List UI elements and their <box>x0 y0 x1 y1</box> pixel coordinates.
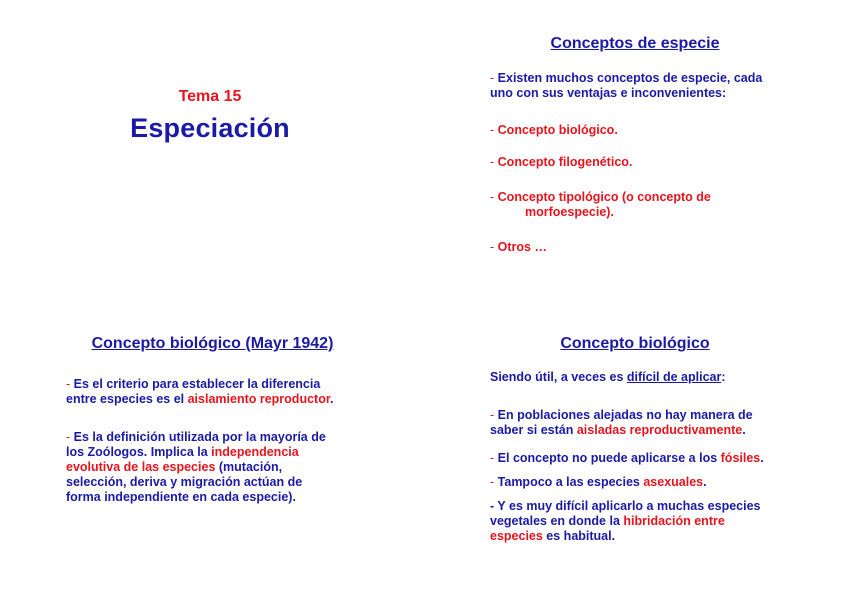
dash: - <box>490 155 495 169</box>
concept-item-phylogenetic <box>490 155 820 170</box>
highlight-text: independencia <box>211 445 299 459</box>
highlight-text: aisladas reproductivamente <box>576 423 743 437</box>
item-label: Concepto biológico. <box>497 123 618 137</box>
bullet-fossils <box>490 451 830 466</box>
highlight-text: hibridación entre <box>623 514 725 528</box>
concepts-heading: Conceptos de especie <box>550 35 720 52</box>
text-line: Tampoco a las especies <box>497 475 644 489</box>
text-line: los Zoólogos. Implica la <box>66 445 212 459</box>
highlight-text: aislamiento reproductor <box>187 392 331 406</box>
dash: - <box>490 475 495 489</box>
dash: - <box>490 190 495 204</box>
text-line: selección, deriva y migración actúan de <box>66 475 303 489</box>
dash: - <box>490 408 495 422</box>
text-line: saber si están <box>490 423 577 437</box>
concept-item-biological <box>490 123 820 138</box>
text-line: Siendo útil, a veces es <box>490 370 627 384</box>
dash: - <box>66 430 71 444</box>
text-line: entre especies es el <box>66 392 188 406</box>
text-line: es habitual. <box>542 529 616 543</box>
text-line: . <box>742 423 746 437</box>
slide-title: Especiación <box>130 113 290 143</box>
applicability-intro <box>490 370 820 385</box>
highlight-text: fósiles <box>720 451 761 465</box>
bullet-hybridization <box>490 499 830 544</box>
concept-item-typological <box>490 190 820 220</box>
bullet-distant-populations <box>490 408 830 438</box>
text-line: : <box>721 370 726 384</box>
text-line: forma independiente en cada especie). <box>66 490 296 504</box>
text-line: vegetales en donde la <box>490 514 624 528</box>
intro-line: uno con sus ventajas e inconvenientes: <box>490 86 727 100</box>
topic-number: Tema 15 <box>178 88 242 105</box>
mayr-paragraph-1 <box>66 377 396 407</box>
concepts-intro <box>490 71 820 101</box>
text-line: . <box>760 451 764 465</box>
text-line: El concepto no puede aplicarse a los <box>497 451 721 465</box>
dash: - <box>490 71 495 85</box>
item-label: Otros … <box>497 240 547 254</box>
text-line: . <box>330 392 334 406</box>
bullet-asexual <box>490 475 830 490</box>
text-line: - Y es muy difícil aplicarlo a muchas especies <box>490 499 761 513</box>
mayr-paragraph-2 <box>66 430 396 505</box>
concept-item-others <box>490 240 820 255</box>
biological-heading: Concepto biológico <box>560 335 710 352</box>
dash: - <box>490 123 495 137</box>
dash: - <box>490 451 495 465</box>
text-line: Es el criterio para establecer la diferencia <box>73 377 321 391</box>
text-line: (mutación, <box>215 460 283 474</box>
highlight-text: especies <box>490 529 543 543</box>
item-label: Concepto filogenético. <box>497 155 633 169</box>
highlight-text: asexuales <box>643 475 704 489</box>
highlight-text: evolutiva de las especies <box>66 460 216 474</box>
text-line: Es la definición utilizada por la mayoría de <box>73 430 326 444</box>
underlined-text: difícil de aplicar <box>626 370 722 384</box>
item-label: morfoespecie). <box>525 205 614 219</box>
mayr-heading: Concepto biológico (Mayr 1942) <box>91 335 334 352</box>
item-label: Concepto tipológico (o concepto de <box>497 190 711 204</box>
intro-line: Existen muchos conceptos de especie, cada <box>497 71 763 85</box>
dash: - <box>490 240 495 254</box>
dash: - <box>66 377 71 391</box>
text-line: En poblaciones alejadas no hay manera de <box>497 408 753 422</box>
text-line: . <box>703 475 707 489</box>
